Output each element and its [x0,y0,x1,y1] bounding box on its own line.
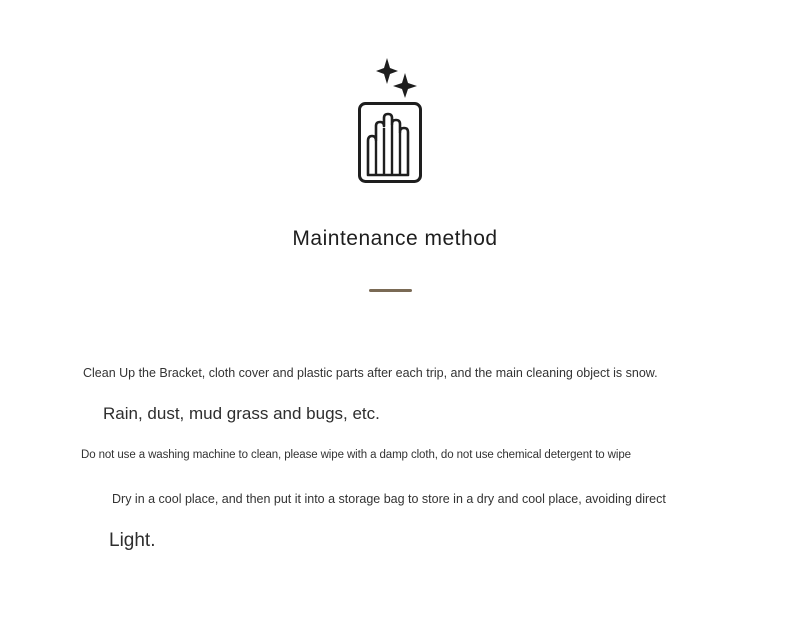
instruction-line: Light. [109,530,156,551]
page-title: Maintenance method [292,227,498,250]
instruction-line: Rain, dust, mud grass and bugs, etc. [103,404,380,423]
instruction-line: Clean Up the Bracket, cloth cover and plastic parts after each trip, and the main cleaning object is snow. [83,366,658,380]
instruction-line: Do not use a washing machine to clean, please wipe with a damp cloth, do not use chemical detergent to wipe [81,449,631,461]
instruction-line: Dry in a cool place, and then put it into a storage bag to store in a dry and cool place, avoiding direct [112,492,666,506]
title-divider [369,289,412,292]
glove-sparkle-icon [352,56,424,186]
